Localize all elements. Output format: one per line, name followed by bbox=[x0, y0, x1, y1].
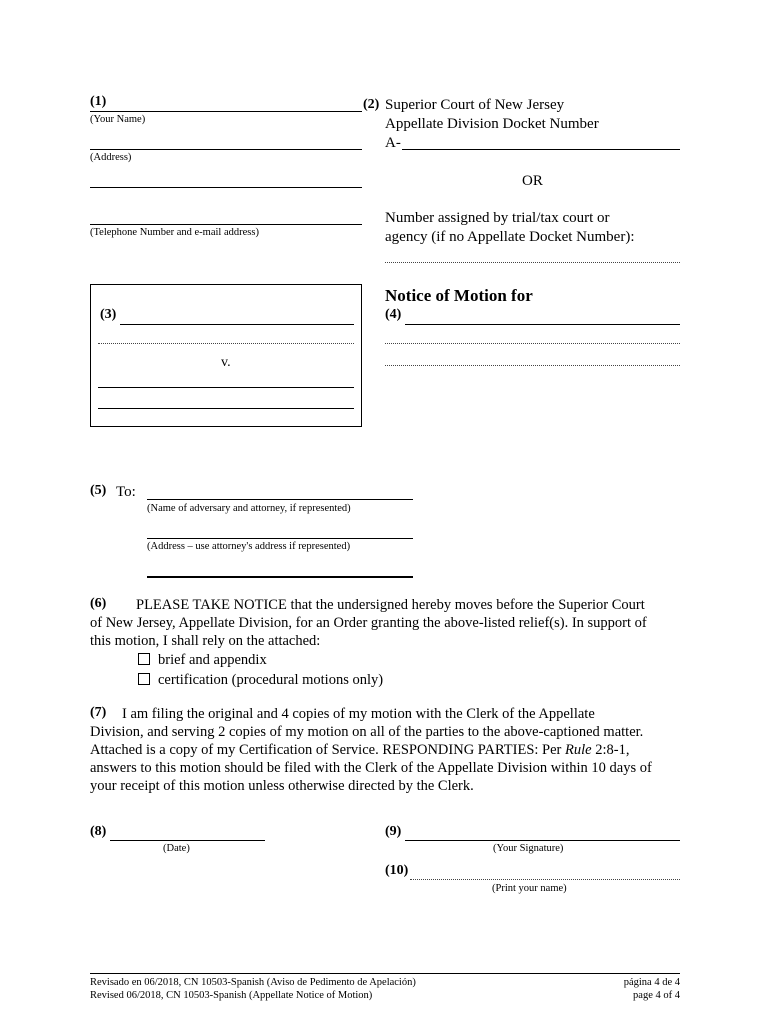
motion-relief-line-2[interactable] bbox=[385, 343, 680, 344]
trial-number-label-1: Number assigned by trial/tax court or bbox=[385, 210, 610, 226]
versus-label: v. bbox=[221, 355, 231, 370]
your-name-label: (Your Name) bbox=[90, 114, 146, 125]
adversary-address-line-2[interactable] bbox=[147, 576, 413, 578]
your-name-line[interactable] bbox=[90, 111, 362, 112]
motion-relief-line-3[interactable] bbox=[385, 365, 680, 366]
footer-revision-english: Revised 06/2018, CN 10503-Spanish (Appellate Notice of Motion) bbox=[90, 990, 373, 1001]
field-3-number: (3) bbox=[100, 307, 117, 322]
field-1-number: (1) bbox=[90, 94, 107, 109]
signature-label: (Your Signature) bbox=[493, 843, 564, 854]
field-4-number: (4) bbox=[385, 307, 402, 322]
motion-title: Notice of Motion for bbox=[385, 286, 533, 305]
footer-revision-spanish: Revisado en 06/2018, CN 10503-Spanish (Aviso de Pedimento de Apelación) bbox=[90, 977, 416, 988]
brief-appendix-option[interactable] bbox=[138, 651, 267, 669]
brief-appendix-label: brief and appendix bbox=[158, 652, 267, 668]
adversary-line[interactable] bbox=[147, 499, 413, 500]
plaintiff-line[interactable] bbox=[120, 324, 354, 325]
certification-checkbox[interactable] bbox=[138, 673, 150, 685]
notice-line-2: of New Jersey, Appellate Division, for an Order granting the above-listed relief(s). In support of bbox=[90, 615, 647, 631]
adversary-address-label: (Address – use attorney's address if represented) bbox=[147, 541, 351, 552]
filing-line-5: your receipt of this motion unless otherwise directed by the Clerk. bbox=[90, 778, 474, 794]
defendant-line-2[interactable] bbox=[98, 408, 354, 409]
field-9-number: (9) bbox=[385, 824, 402, 839]
docket-prefix: A- bbox=[385, 135, 401, 151]
certification-label: certification (procedural motions only) bbox=[158, 672, 384, 688]
docket-number-line[interactable] bbox=[402, 149, 680, 150]
field-6-number: (6) bbox=[90, 596, 107, 611]
filing-line-1: I am filing the original and 4 copies of my motion with the Clerk of the Appellate bbox=[122, 706, 595, 722]
telephone-line[interactable] bbox=[90, 224, 362, 225]
address-label: (Address) bbox=[90, 152, 132, 163]
certification-option[interactable] bbox=[138, 671, 383, 689]
address-line-2[interactable] bbox=[90, 187, 362, 188]
plaintiff-line-2[interactable] bbox=[98, 343, 354, 344]
footer-page-spanish: página 4 de 4 bbox=[623, 977, 680, 988]
field-10-number: (10) bbox=[385, 863, 409, 878]
notice-line-1: PLEASE TAKE NOTICE that the undersigned hereby moves before the Superior Court bbox=[136, 597, 645, 613]
court-name: Superior Court of New Jersey bbox=[385, 97, 565, 113]
date-label: (Date) bbox=[163, 843, 190, 854]
trial-number-line[interactable] bbox=[385, 262, 680, 263]
telephone-label: (Telephone Number and e-mail address) bbox=[90, 227, 259, 238]
field-2-number: (2) bbox=[363, 97, 380, 112]
address-line[interactable] bbox=[90, 149, 362, 150]
adversary-address-line[interactable] bbox=[147, 538, 413, 539]
print-name-line[interactable] bbox=[410, 879, 680, 880]
field-5-number: (5) bbox=[90, 483, 107, 498]
field-8-number: (8) bbox=[90, 824, 107, 839]
signature-line[interactable] bbox=[405, 840, 680, 841]
date-line[interactable] bbox=[110, 840, 265, 841]
or-separator: OR bbox=[522, 173, 543, 189]
filing-line-2: Division, and serving 2 copies of my motion on all of the parties to the above-captioned matter. bbox=[90, 724, 644, 740]
footer-divider bbox=[90, 973, 680, 974]
filing-line-3: Attached is a copy of my Certification of Service. RESPONDING PARTIES: Per Rule 2:8-1, bbox=[90, 742, 630, 758]
brief-appendix-checkbox[interactable] bbox=[138, 653, 150, 665]
field-7-number: (7) bbox=[90, 705, 107, 720]
defendant-line[interactable] bbox=[98, 387, 354, 388]
to-label: To: bbox=[116, 484, 136, 500]
adversary-label: (Name of adversary and attorney, if represented) bbox=[147, 503, 351, 514]
docket-number-label: Appellate Division Docket Number bbox=[385, 116, 599, 132]
trial-number-label-2: agency (if no Appellate Docket Number): bbox=[385, 229, 635, 245]
filing-line-4: answers to this motion should be filed with the Clerk of the Appellate Division within 10 days of bbox=[90, 760, 652, 776]
notice-line-3: this motion, I shall rely on the attached: bbox=[90, 633, 321, 649]
footer-page-english: page 4 of 4 bbox=[633, 990, 680, 1001]
motion-relief-line[interactable] bbox=[405, 324, 680, 325]
print-name-label: (Print your name) bbox=[492, 883, 567, 894]
